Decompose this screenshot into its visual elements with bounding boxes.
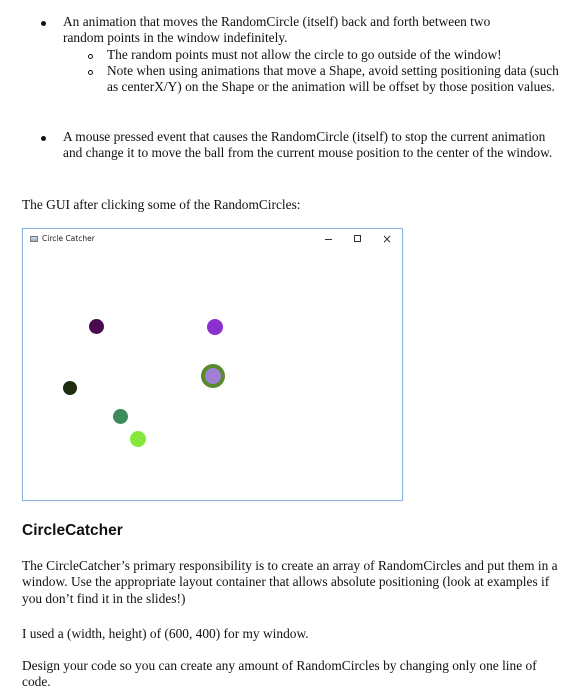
circle-ringed-lavender[interactable] [201,364,225,388]
window-canvas[interactable] [23,249,402,500]
window-titlebar[interactable] [23,229,402,249]
circle-purple[interactable] [207,319,223,335]
close-button[interactable]: × [381,232,393,246]
bullet-text: A mouse pressed event that causes the RandomCircle (itself) to stop the current animation and change it to move the ball from the current mouse position to the center of the window. [63,129,553,161]
sub-bullet-marker [88,70,93,75]
bullet-marker [41,136,46,141]
gui-caption: The GUI after clicking some of the RandomCircles: [22,197,301,212]
paragraph: Design your code so you can create any amount of RandomCircles by changing only one line of code. [22,658,537,690]
circle-dark-olive[interactable] [63,381,77,395]
circle-catcher-window [22,228,403,501]
minimize-icon [325,239,332,240]
bullet-text: An animation that moves the RandomCircle (itself) back and forth between two random points in the window indefinitely. [63,14,491,46]
sub-bullet-text: The random points must not allow the circle to go outside of the window! [107,47,502,62]
paragraph: I used a (width, height) of (600, 400) for my window. [22,626,309,641]
paragraph: The CircleCatcher’s primary responsibility is to create an array of RandomCircles and put them in a window. Use the appropriate layout container that allows absolute positioning (look at examples if you don’t find it in the slides!) [22,558,558,606]
sub-bullet-marker [88,54,93,59]
maximize-icon [354,235,361,242]
app-icon [30,236,38,242]
circle-light-green[interactable] [130,431,146,447]
circle-dark-purple[interactable] [89,319,104,334]
section-heading: CircleCatcher [22,522,123,539]
window-title: Circle Catcher [42,234,95,243]
minimize-button[interactable] [322,233,336,245]
circle-sea-green[interactable] [113,409,128,424]
maximize-button[interactable] [351,233,365,245]
bullet-marker [41,21,46,26]
sub-bullet-text: Note when using animations that move a Shape, avoid setting positioning data (such as centerX/Y) on the Shape or the animation will be offset by those position values. [107,63,559,95]
